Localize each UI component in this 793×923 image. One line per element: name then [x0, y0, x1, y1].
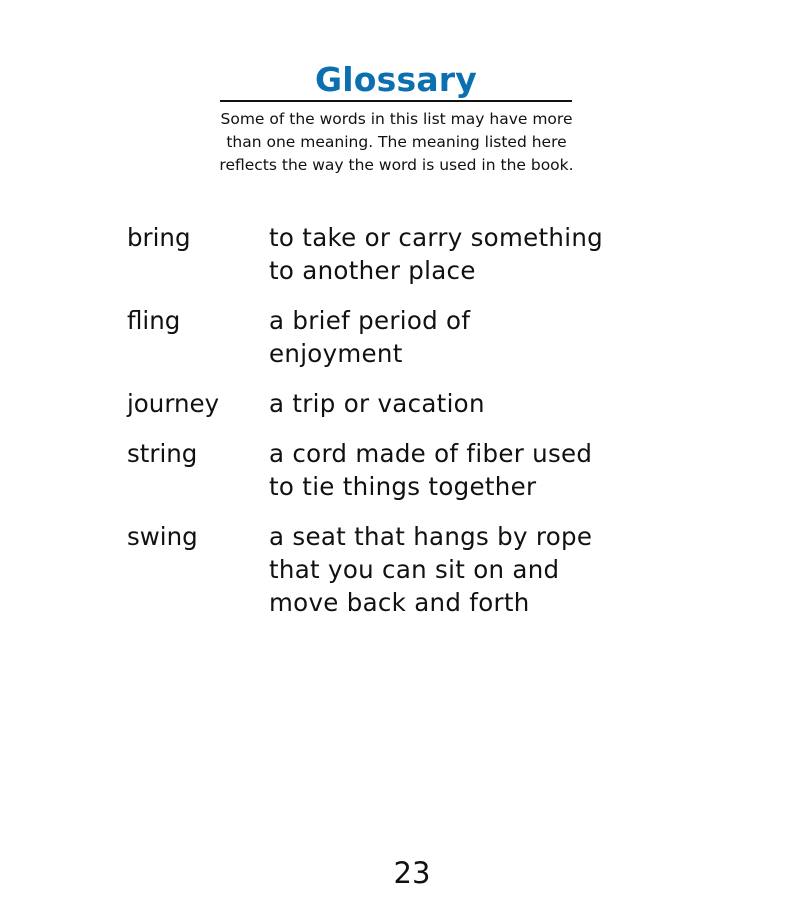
intro-line: than one meaning. The meaning listed here — [226, 133, 567, 151]
definition-line: to another place — [269, 256, 476, 285]
intro-line: reflects the way the word is used in the book. — [219, 156, 574, 174]
glossary-definition — [269, 437, 687, 503]
definition-line: a seat that hangs by rope — [269, 522, 593, 551]
glossary-list — [127, 221, 687, 636]
glossary-intro — [170, 108, 623, 177]
glossary-term: string — [127, 439, 198, 468]
definition-line: enjoyment — [269, 339, 403, 368]
glossary-definition — [269, 387, 687, 420]
definition-line: that you can sit on and — [269, 555, 560, 584]
definition-line: move back and forth — [269, 588, 530, 617]
glossary-entry-string — [127, 437, 687, 503]
glossary-entry-fling — [127, 304, 687, 370]
glossary-definition — [269, 304, 687, 370]
page-number: 23 — [393, 856, 431, 890]
glossary-entry-journey — [127, 387, 687, 420]
title-underline — [220, 100, 572, 102]
definition-line: a cord made of fiber used — [269, 439, 593, 468]
page-title: Glossary — [314, 60, 477, 99]
definition-line: a trip or vacation — [269, 389, 485, 418]
glossary-term: journey — [127, 389, 220, 418]
definition-line: to take or carry something — [269, 223, 604, 252]
glossary-definition — [269, 221, 687, 287]
glossary-definition — [269, 520, 687, 619]
glossary-term: bring — [127, 223, 191, 252]
glossary-term: fling — [127, 306, 181, 335]
glossary-entry-swing — [127, 520, 687, 619]
glossary-term: swing — [127, 522, 198, 551]
glossary-entry-bring — [127, 221, 687, 287]
intro-line: Some of the words in this list may have more — [220, 110, 573, 128]
definition-line: a brief period of — [269, 306, 471, 335]
definition-line: to tie things together — [269, 472, 537, 501]
